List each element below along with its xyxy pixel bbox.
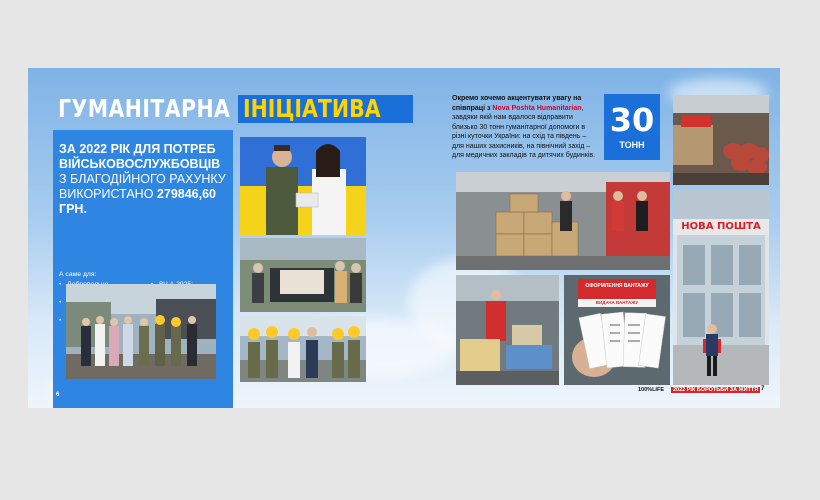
tons-value: 30 [609,101,655,139]
photo-warehouse-sacks [673,95,769,185]
summary-line-4 [59,187,231,217]
headline-part-2-box [238,95,413,123]
tons-badge [604,94,660,160]
summary-line-2: ВІЙСЬКОВОСЛУЖБОВЦІВ [59,157,221,171]
headline-part-1: ГУМАНІТАРНА [58,94,231,123]
intro-paragraph [452,94,598,161]
partner-name: Nova Poshta Humanitarian [492,104,582,112]
sign-registration: ОФОРМЛЕННЯ ВАНТАЖУ [585,283,649,289]
summary-line-3: З БЛАГОДІЙНОГО РАХУНКУ [59,172,226,186]
tons-unit: ТОНН [619,140,645,150]
units-column-left: • • • [59,280,151,343]
photo-post-office-exterior [673,189,769,385]
photo-loading-car [240,238,366,312]
store-sign: НОВА ПОШТА [681,221,761,232]
summary-line-1: ЗА 2022 РІК ДЛЯ ПОТРЕБ [59,142,216,156]
intro-rest: , завдяки якій нам вдалося відправити близько 30 тонн гуманітарної допомоги в різні куточки України: на схід та південь – для наших захисників, на північний захід – для медичних закладів та дитячих будинків. [452,104,596,159]
photo-aid-handover [240,316,366,382]
intro-line-2-prefix: співпраці з [452,104,491,112]
photo-shipping-receipts [564,275,670,385]
headline-part-2: ІНІЦІАТИВА [243,95,381,123]
donation-amount: 279846,60 ГРН. [59,187,217,216]
photo-aid-pallets [456,275,559,385]
summary-line-4-prefix: ВИКОРИСТАНО [59,187,154,201]
photo-volunteers-with-boxes [456,172,670,270]
footer-brand: 100%LIFE [638,387,664,393]
magazine-spread [28,68,780,408]
page-number-right: 7 [761,386,765,392]
photo-volunteers-with-soldiers [66,284,216,379]
intro-line-1: Окремо хочемо акцентувати увагу на [452,95,582,102]
photo-volunteers-with-flag [240,137,366,235]
units-intro: А саме для: [59,271,97,278]
donation-summary [59,142,231,217]
footer-tagline: 2022 РІК БОРОТЬБИ ЗА ЖИТТЯ [673,387,759,393]
page-number-left: 6 [56,392,60,398]
sign-issuance: ВИДАЧА ВАНТАЖУ [595,300,639,305]
